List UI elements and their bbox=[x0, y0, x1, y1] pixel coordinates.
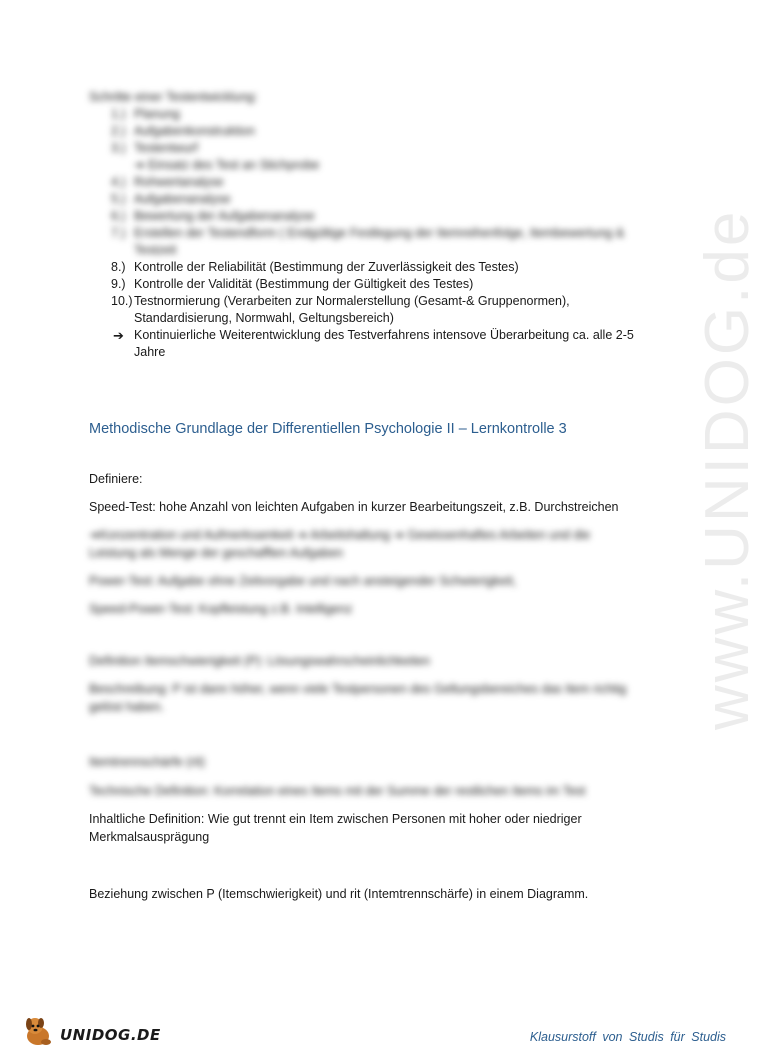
step-text: Aufgabenkonstruktion bbox=[134, 124, 255, 138]
section-heading: Methodische Grundlage der Differentiellen Psychologie II – Lernkontrolle 3 bbox=[89, 421, 567, 437]
step-number: 4.) bbox=[111, 175, 126, 189]
blurred-text: Technische Definition: Korrelation eines Items mit der Summe der restlichen Items im Test bbox=[89, 784, 586, 798]
step-text: Standardisierung, Normwahl, Geltungsbereich) bbox=[134, 311, 394, 325]
arrow-item-text: Jahre bbox=[134, 345, 166, 359]
logo-text: UNIDOG.DE bbox=[60, 1026, 161, 1044]
dog-icon bbox=[22, 1014, 56, 1048]
step-number: 7.) bbox=[111, 226, 126, 240]
blurred-text: Leistung als Menge der geschafften Aufgaben bbox=[89, 546, 344, 560]
section-title: Schritte einer Testentwicklung: bbox=[89, 90, 258, 104]
step-text: Aufgabenanalyse bbox=[134, 192, 231, 206]
watermark-text: www.UNIDOG.de bbox=[693, 208, 762, 730]
footer-slogan: Klausurstoff von Studis für Studis bbox=[529, 1030, 726, 1044]
step-number: 10.) bbox=[111, 294, 133, 308]
relation-text: Beziehung zwischen P (Itemschwierigkeit) und rit (Intemtrennschärfe) in einem Diagramm. bbox=[89, 887, 589, 901]
arrow-icon: ➔ bbox=[113, 328, 124, 343]
watermark bbox=[650, 208, 762, 740]
content-definition-cont: Merkmalsausprägung bbox=[89, 830, 210, 844]
step-number: 2.) bbox=[111, 124, 126, 138]
arrow-item-text: Kontinuierliche Weiterentwicklung des Testverfahrens intensove Überarbeitung ca. alle 2-5 bbox=[134, 328, 634, 342]
step-number: 9.) bbox=[111, 277, 126, 291]
step-number: 6.) bbox=[111, 209, 126, 223]
define-label: Definiere: bbox=[89, 472, 143, 486]
step-number: 5.) bbox=[111, 192, 126, 206]
step-text: Kontrolle der Reliabilität (Bestimmung der Zuverlässigkeit des Testes) bbox=[134, 260, 519, 274]
content-definition: Inhaltliche Definition: Wie gut trennt ein Item zwischen Personen mit hoher oder niedriger bbox=[89, 812, 582, 826]
step-text: Bewertung der Aufgabenanalyse bbox=[134, 209, 315, 223]
unidog-logo[interactable] bbox=[20, 1012, 160, 1052]
step-text: ➔ Einsatz des Test an Stichprobe bbox=[134, 158, 320, 172]
step-text: Kontrolle der Validität (Bestimmung der Gültigkeit des Testes) bbox=[134, 277, 474, 291]
blurred-text: Itemtrennschärfe (rit) bbox=[89, 755, 206, 769]
blurred-text: Beschreibung: P ist dann höher, wenn viele Testpersonen des Geltungsbereiches das Item richtig bbox=[89, 682, 627, 696]
step-text: Erstellen der Testendform ( Endgültige Festlegung der Itemreihenfolge, Itembewertung & bbox=[134, 226, 625, 240]
blurred-text: ➔Konzentration und Aufmerksamkeit ➔ Arbeitshaltung ➔ Gewissenhaftes Arbeiten und die bbox=[89, 528, 591, 542]
blurred-text: Speed-Power-Test: Kopfleistung z.B. Intelligenz bbox=[89, 602, 353, 616]
step-number: 8.) bbox=[111, 260, 126, 274]
blurred-text: Power-Test: Aufgabe ohne Zeitvorgabe und nach ansteigender Schwierigkeit, bbox=[89, 574, 517, 588]
step-text: Rohwertanalyse bbox=[134, 175, 224, 189]
speed-test-definition: Speed-Test: hohe Anzahl von leichten Aufgaben in kurzer Bearbeitungszeit, z.B. Durchstreichen bbox=[89, 500, 619, 514]
blurred-text: gelöst haben. bbox=[89, 700, 165, 714]
step-text: Testzeit bbox=[134, 243, 177, 257]
step-text: Testentwurf bbox=[134, 141, 198, 155]
step-text: Testnormierung (Verarbeiten zur Normalerstellung (Gesamt-& Gruppenormen), bbox=[134, 294, 570, 308]
step-number: 3.) bbox=[111, 141, 126, 155]
step-text: Planung bbox=[134, 107, 180, 121]
blurred-text: Definition Itemschwierigkeit (P): Lösungswahrscheinlichkeiten bbox=[89, 654, 431, 668]
step-number: 1.) bbox=[111, 107, 126, 121]
